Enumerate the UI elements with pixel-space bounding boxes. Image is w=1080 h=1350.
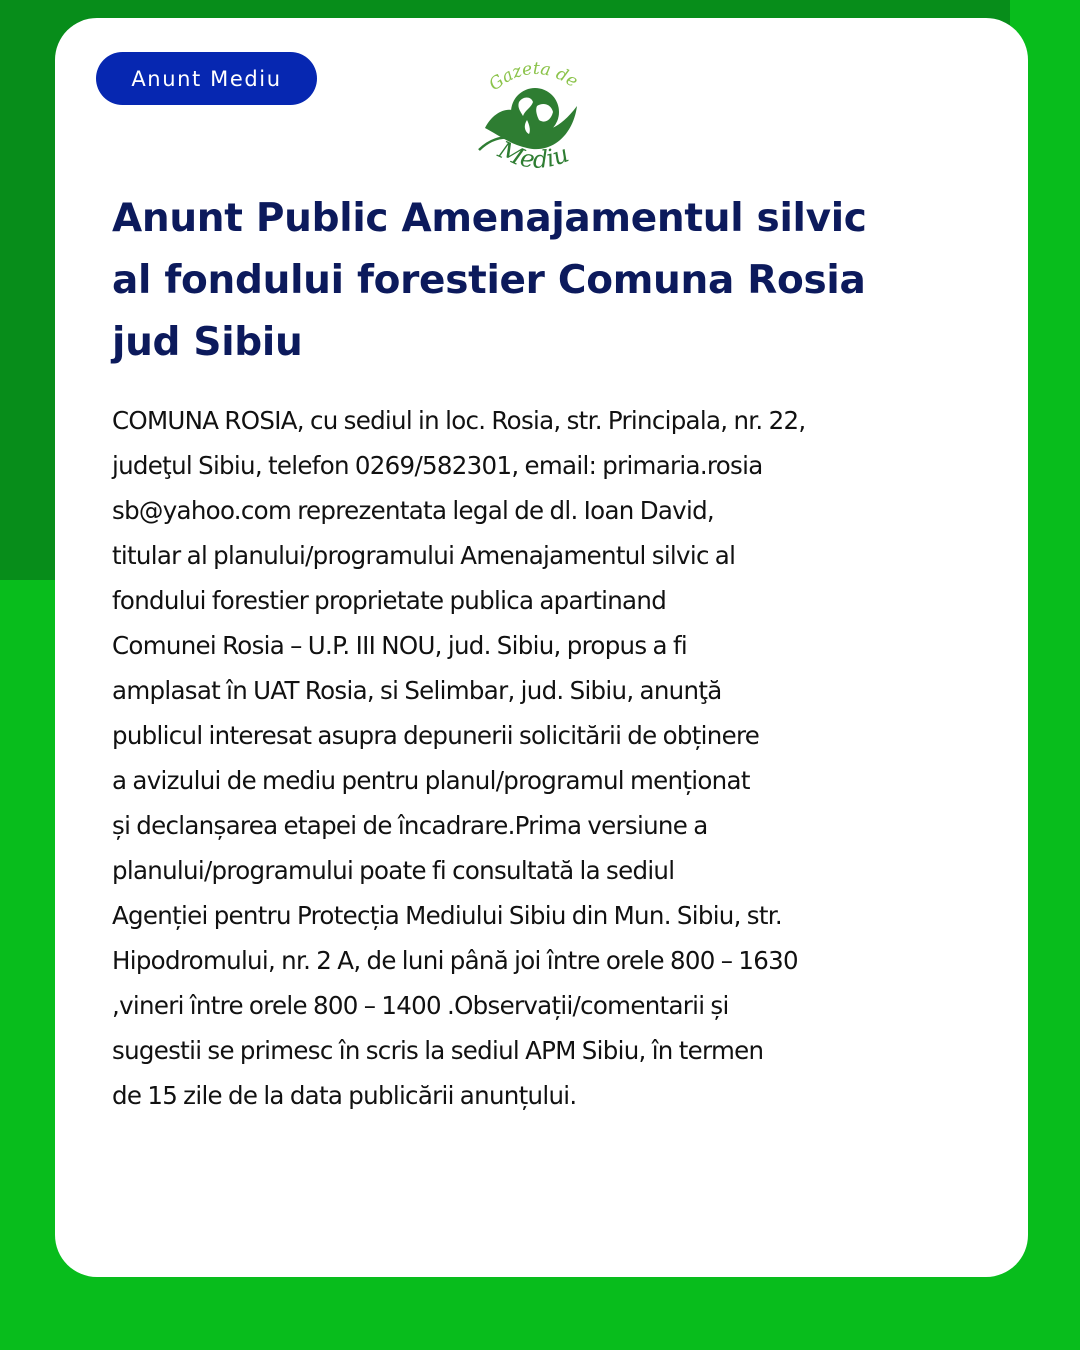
body-line: COMUNA ROSIA, cu sediul in loc. Rosia, str. Principala, nr. 22,: [112, 406, 806, 435]
body-line: planului/programului poate fi consultată la sediul: [112, 856, 675, 885]
body-line: fondului forestier proprietate publica apartinand: [112, 586, 667, 615]
body-line: a avizului de mediu pentru planul/programul menționat: [112, 766, 750, 795]
category-badge-label: Anunt Mediu: [131, 66, 282, 91]
body-line: amplasat în UAT Rosia, si Selimbar, jud. Sibiu, anunţă: [112, 676, 722, 705]
body-line: sugestii se primesc în scris la sediul APM Sibiu, în termen: [112, 1036, 764, 1065]
body-line: judeţul Sibiu, telefon 0269/582301, email: primaria.rosia: [112, 451, 763, 480]
body-line: sb@yahoo.com reprezentata legal de dl. Ioan David,: [112, 496, 715, 525]
logo-top-text: Gazeta de: [485, 58, 582, 95]
category-badge[interactable]: [96, 52, 317, 105]
body-line: Agenției pentru Protecția Mediului Sibiu din Mun. Sibiu, str.: [112, 901, 782, 930]
body-line: titular al planului/programului Amenajamentul silvic al: [112, 541, 736, 570]
body-line: ,vineri între orele 800 – 1400 .Observații/comentarii și: [112, 991, 729, 1020]
announcement-card: [55, 18, 1028, 1277]
title-line: Anunt Public Amenajamentul silvic: [112, 196, 867, 241]
logo-bottom-text: Mediu: [494, 135, 573, 174]
article-title: [112, 188, 992, 374]
body-line: și declanșarea etapei de încadrare.Prima versiune a: [112, 811, 708, 840]
article-body: [112, 398, 992, 1118]
title-line: al fondului forestier Comuna Rosia: [112, 258, 866, 303]
title-line: jud Sibiu: [112, 320, 303, 365]
body-line: Hipodromului, nr. 2 A, de luni până joi între orele 800 – 1630: [112, 946, 798, 975]
body-line: Comunei Rosia – U.P. III NOU, jud. Sibiu, propus a fi: [112, 631, 687, 660]
body-line: publicul interesat asupra depunerii solicitării de obținere: [112, 721, 760, 750]
body-line: de 15 zile de la data publicării anunțului.: [112, 1081, 577, 1110]
gazeta-de-mediu-logo: [473, 54, 593, 176]
globe-leaf-logo-icon: [473, 54, 593, 176]
